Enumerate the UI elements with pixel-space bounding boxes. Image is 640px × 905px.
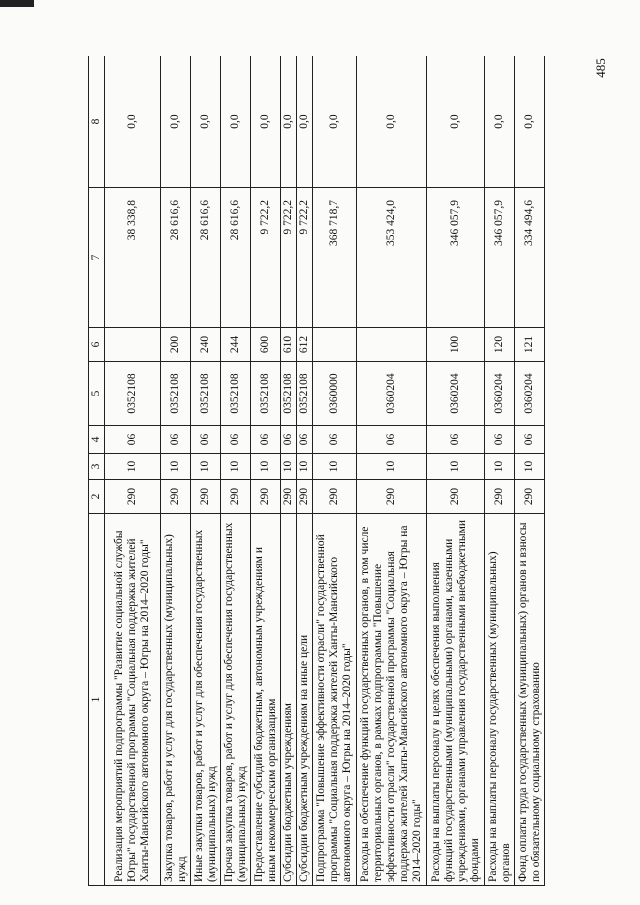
cell-c2: 290 (297, 480, 313, 514)
cell-name: Расходы на выплаты персоналу государственных (муниципальных) органов (485, 514, 515, 886)
cell-c3: 10 (313, 454, 357, 480)
cell-name: Предоставление субсидий бюджетным, автономным учреждениям и иным некоммерческим организациям (251, 514, 281, 886)
cell-c4: 06 (485, 426, 515, 454)
cell-c4: 06 (515, 426, 545, 454)
cell-c3: 10 (485, 454, 515, 480)
cell-c4: 06 (297, 426, 313, 454)
cell-c8: 0,0 (357, 56, 427, 188)
cell-name: Иные закупки товаров, работ и услуг для обеспечения государственных (муниципальных) нужд (191, 514, 221, 886)
cell-c6: 240 (191, 328, 221, 362)
scan-edge-mark (0, 0, 34, 7)
cell-c2: 290 (105, 480, 161, 514)
cell-c4: 06 (427, 426, 485, 454)
cell-name: Фонд оплаты труда государственных (муниципальных) органов и взносы по обязательному социальному страхованию (515, 514, 545, 886)
cell-c5: 0360204 (485, 362, 515, 426)
cell-c8: 0,0 (297, 56, 313, 188)
cell-c2: 290 (313, 480, 357, 514)
col-header: 4 (89, 426, 105, 454)
cell-c7: 368 718,7 (313, 188, 357, 328)
cell-c6 (105, 328, 161, 362)
table-row (313, 56, 357, 886)
cell-c6: 600 (251, 328, 281, 362)
col-header: 1 (89, 514, 105, 886)
cell-c4: 06 (105, 426, 161, 454)
cell-c2: 290 (427, 480, 485, 514)
cell-c5: 0352108 (105, 362, 161, 426)
cell-c8: 0,0 (313, 56, 357, 188)
cell-c5: 0352108 (191, 362, 221, 426)
table-viewport (88, 56, 616, 886)
cell-c8: 0,0 (191, 56, 221, 188)
cell-c3: 10 (427, 454, 485, 480)
cell-c7: 353 424,0 (357, 188, 427, 328)
cell-c5: 0360204 (357, 362, 427, 426)
cell-name: Закупка товаров, работ и услуг для государственных (муниципальных) нужд (161, 514, 191, 886)
cell-name: Расходы на выплаты персоналу в целях обеспечения выполнения функций государственными (муниципальными) органами, казенными учреждениями, органами управления государственными внебюджетными фондами (427, 514, 485, 886)
cell-c7: 28 616,6 (221, 188, 251, 328)
cell-c6 (313, 328, 357, 362)
cell-c2: 290 (221, 480, 251, 514)
cell-c4: 06 (161, 426, 191, 454)
cell-c8: 0,0 (105, 56, 161, 188)
cell-c5: 0360204 (427, 362, 485, 426)
cell-c8: 0,0 (485, 56, 515, 188)
page-number: 485 (592, 58, 608, 78)
table-row (191, 56, 221, 886)
cell-c7: 9 722,2 (251, 188, 281, 328)
cell-c2: 290 (485, 480, 515, 514)
col-header: 8 (89, 56, 105, 188)
cell-c2: 290 (191, 480, 221, 514)
cell-c6: 612 (297, 328, 313, 362)
cell-c4: 06 (221, 426, 251, 454)
col-header: 7 (89, 188, 105, 328)
cell-c3: 10 (161, 454, 191, 480)
cell-c6: 610 (281, 328, 297, 362)
cell-c5: 0352108 (251, 362, 281, 426)
cell-c3: 10 (221, 454, 251, 480)
cell-c7: 334 494,6 (515, 188, 545, 328)
cell-c7: 28 616,6 (161, 188, 191, 328)
cell-c2: 290 (161, 480, 191, 514)
rotated-table-container (88, 56, 616, 886)
cell-c8: 0,0 (515, 56, 545, 188)
cell-c4: 06 (281, 426, 297, 454)
cell-c2: 290 (281, 480, 297, 514)
cell-c7: 38 338,8 (105, 188, 161, 328)
cell-c6: 100 (427, 328, 485, 362)
cell-c2: 290 (515, 480, 545, 514)
cell-c8: 0,0 (221, 56, 251, 188)
cell-c5: 0352108 (221, 362, 251, 426)
cell-c4: 06 (251, 426, 281, 454)
cell-c6: 121 (515, 328, 545, 362)
cell-c4: 06 (313, 426, 357, 454)
cell-c2: 290 (251, 480, 281, 514)
cell-c5: 0352108 (281, 362, 297, 426)
cell-c6: 120 (485, 328, 515, 362)
cell-name: Прочая закупка товаров, работ и услуг для обеспечения государственных (муниципальных) нужд (221, 514, 251, 886)
cell-c5: 0352108 (297, 362, 313, 426)
table-row (427, 56, 485, 886)
table-row (357, 56, 427, 886)
cell-c5: 0360204 (515, 362, 545, 426)
col-header: 3 (89, 454, 105, 480)
cell-c8: 0,0 (427, 56, 485, 188)
cell-name: Субсидии бюджетным учреждениям на иные цели (297, 514, 313, 886)
cell-name: Подпрограмма "Повышение эффективности отрасли" государственной программы "Социальная поддержка жителей Ханты-Мансийского автономного округа – Югры на 2014–2020 годы" (313, 514, 357, 886)
col-header: 6 (89, 328, 105, 362)
col-header: 2 (89, 480, 105, 514)
budget-table (88, 56, 545, 886)
cell-c8: 0,0 (161, 56, 191, 188)
cell-c7: 9 722,2 (297, 188, 313, 328)
cell-c8: 0,0 (251, 56, 281, 188)
table-row (251, 56, 281, 886)
cell-name: Реализация мероприятий подпрограммы "Развитие социальной службы Югры" государственной программы "Социальная поддержка жителей Ханты-Мансийского автономного округа – Югры на 2014–2020 годы" (105, 514, 161, 886)
cell-c3: 10 (281, 454, 297, 480)
cell-c6: 244 (221, 328, 251, 362)
cell-c2: 290 (357, 480, 427, 514)
cell-c3: 10 (515, 454, 545, 480)
cell-c6: 200 (161, 328, 191, 362)
col-header: 5 (89, 362, 105, 426)
cell-c7: 346 057,9 (485, 188, 515, 328)
cell-c4: 06 (357, 426, 427, 454)
table-row (485, 56, 515, 886)
table-row (105, 56, 161, 886)
table-row (281, 56, 297, 886)
cell-c7: 9 722,2 (281, 188, 297, 328)
cell-c6 (357, 328, 427, 362)
table-row (161, 56, 191, 886)
table-row (221, 56, 251, 886)
cell-c3: 10 (297, 454, 313, 480)
cell-c3: 10 (251, 454, 281, 480)
table-row (297, 56, 313, 886)
cell-c7: 346 057,9 (427, 188, 485, 328)
cell-c4: 06 (191, 426, 221, 454)
cell-c3: 10 (105, 454, 161, 480)
cell-c5: 0360000 (313, 362, 357, 426)
table-body (105, 56, 545, 886)
table-row (515, 56, 545, 886)
cell-name: Субсидии бюджетным учреждениям (281, 514, 297, 886)
cell-c3: 10 (357, 454, 427, 480)
cell-c7: 28 616,6 (191, 188, 221, 328)
cell-name: Расходы на обеспечение функций государственных органов, в том числе территориальных органов, в рамках подпрограммы "Повышение эффективности отрасли" государственной программы "Социальная поддержка жителей Ханты-Мансийского автономного округа – Югры на 2014–2020 годы" (357, 514, 427, 886)
cell-c3: 10 (191, 454, 221, 480)
header-row (89, 56, 105, 886)
cell-c8: 0,0 (281, 56, 297, 188)
cell-c5: 0352108 (161, 362, 191, 426)
